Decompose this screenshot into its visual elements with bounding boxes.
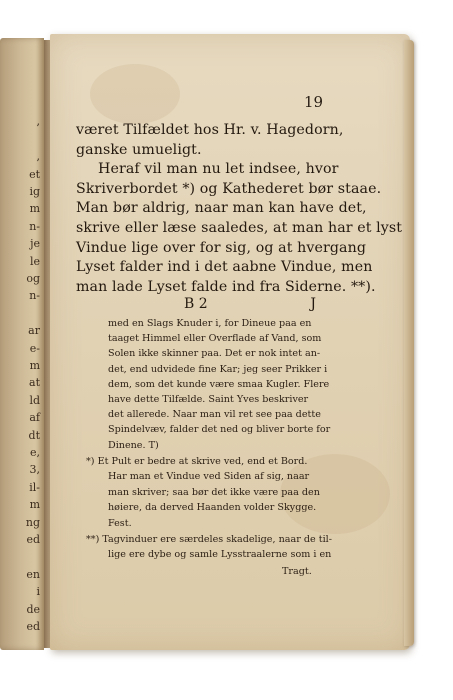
signature-mark: B 2	[184, 296, 208, 312]
left-page-fragment: de	[26, 602, 40, 616]
text-line: Lyset falder ind i det aabne Vindue, men	[76, 259, 373, 276]
text-line: Dinene. T)	[108, 439, 159, 451]
text-line: det, end udvidede fine Kar; jeg seer Prikker i	[108, 363, 328, 375]
left-page-fragment: il-	[29, 480, 40, 494]
page-edge	[404, 40, 414, 646]
left-page-fragment: ed	[26, 620, 40, 633]
catchword: Tragt.	[282, 566, 312, 577]
text-line: Har man et Vindue ved Siden af sig, naar	[108, 471, 310, 483]
left-page-fragment: m	[29, 359, 40, 372]
left-page-fragment: je	[30, 237, 40, 251]
left-page-fragment: af	[29, 411, 40, 425]
signature-line	[184, 296, 316, 312]
text-line: man lade Lyset falde ind fra Siderne. **).	[76, 278, 376, 295]
left-page-fragment: e-	[29, 341, 40, 355]
text-line: ganske umueligt.	[76, 141, 202, 158]
text-line: Man bør aldrig, naar man kan have det,	[76, 200, 367, 217]
text-line: *) Et Pult er bedre at skrive ved, end et Bord.	[86, 456, 308, 467]
left-page-fragment: et	[29, 167, 40, 181]
text-line: Solen ikke skinner paa. Det er nok intet an-	[108, 348, 321, 360]
text-line: været Tilfældet hos Hr. v. Hagedorn,	[76, 122, 344, 138]
left-page-fragment: e,	[29, 446, 40, 459]
text-line: skrive eller læse saaledes, at man har et lyst	[76, 220, 403, 236]
left-page-fragment: m	[29, 498, 40, 512]
text-line: det allerede. Naar man vil ret see paa dette	[108, 409, 321, 421]
left-page-fragment: en	[26, 567, 40, 581]
left-page-fragment: dt	[28, 428, 40, 442]
text-line: høiere, da derved Haanden volder Skygge.	[108, 502, 317, 514]
left-page-fragment: n-	[29, 219, 40, 233]
left-page-fragment: i	[36, 585, 40, 599]
text-line: Spindelvæv, falder det ned og bliver borte for	[108, 424, 331, 436]
left-page-fragment: n-	[29, 289, 40, 303]
text-line: lige ere dybe og samle Lysstraalerne som i en	[108, 549, 332, 561]
left-page-fragment: ar	[28, 324, 40, 338]
left-page-fragment: ng	[25, 515, 40, 529]
paper-stain	[90, 64, 180, 124]
text-line: man skriver; saa bør det ikke være paa den	[108, 486, 320, 498]
left-page-fragment: at	[29, 376, 40, 390]
left-page	[0, 38, 44, 650]
text-line: **) Tagvinduer ere særdeles skadelige, naar de til-	[86, 534, 332, 545]
left-page-fragment: og	[26, 272, 40, 285]
left-page-fragment: ld	[29, 393, 40, 407]
text-line: Vindue lige over for sig, og at hvergang	[76, 239, 367, 256]
text-line: taaget Himmel eller Overflade af Vand, som	[108, 333, 322, 345]
catch-letter: J	[310, 296, 316, 312]
text-line: med en Slags Knuder i, for Dineue paa en	[108, 318, 312, 329]
left-page-fragment: 3,	[29, 463, 40, 477]
left-page-fragment: m	[29, 202, 40, 216]
left-page-fragment: le	[29, 254, 40, 268]
left-page-fragment: ed	[26, 533, 40, 546]
text-line: Skriverbordet *) og Kathederet bør staae.	[76, 180, 382, 197]
text-line: have dette Tilfælde. Saint Yves beskriver	[108, 394, 309, 405]
text-line: Heraf vil man nu let indsee, hvor	[98, 161, 339, 178]
left-page-fragment: ,	[36, 115, 40, 129]
left-page-fragment: ig	[29, 185, 40, 198]
text-line: Fest.	[108, 517, 132, 529]
left-page-fragment: ,	[36, 150, 40, 164]
page-number: 19	[304, 93, 324, 111]
text-line: dem, som det kunde være smaa Kugler. Flere	[108, 378, 330, 390]
